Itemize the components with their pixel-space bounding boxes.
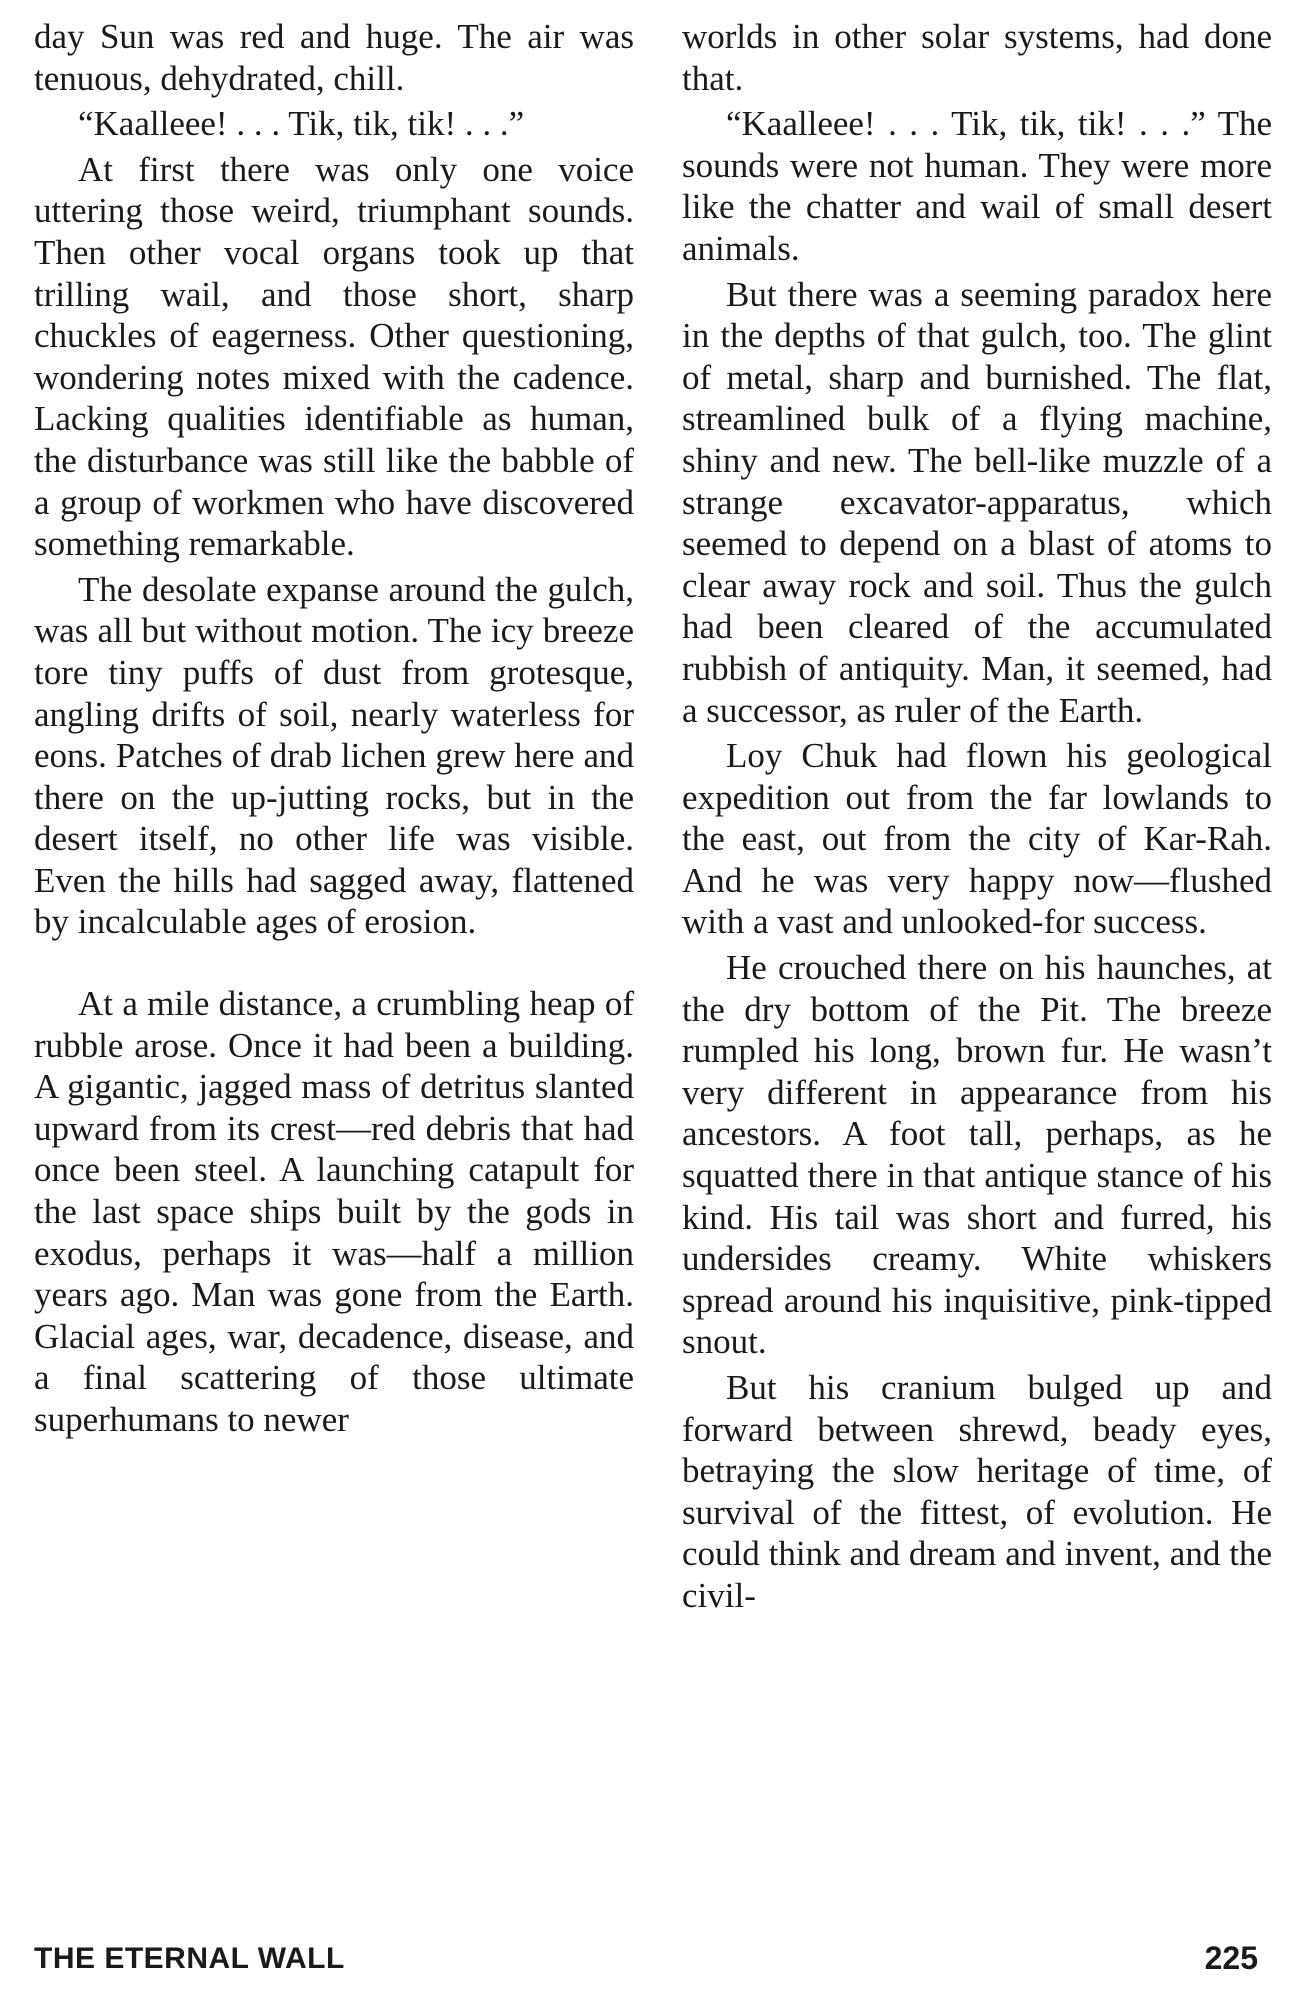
- paragraph: He crouched there on his haunches, at the dry bottom of the Pit. The breeze rumpled his long, brown fur. He wasn’t very different in appearance from his ancestors. A foot tall, perhaps, as he squatted there in that antique stance of his kind. His tail was short and furred, his undersides creamy. White whiskers spread around his inquisitive, pink-tipped snout.: [682, 948, 1272, 1362]
- paragraph: “Kaalleee! . . . Tik, tik, tik! . . .” The sounds were not human. They were more like the chatter and wail of small desert animals.: [682, 104, 1272, 268]
- paragraph: worlds in other solar systems, had done that.: [682, 17, 1272, 98]
- paragraph: “Kaalleee! . . . Tik, tik, tik! . . .”: [78, 104, 525, 144]
- left-column: [34, 16, 634, 1445]
- page-number: 225: [1204, 1940, 1258, 1976]
- paragraph: day Sun was red and huge. The air was tenuous, dehydrated, chill.: [34, 17, 634, 98]
- right-column: [682, 16, 1272, 1621]
- paragraph: But his cranium bulged up and forward between shrewd, beady eyes, betraying the slow heritage of time, of survival of the fittest, of evolution. He could think and dream and invent, and the civil-: [682, 1368, 1272, 1615]
- paragraph: But there was a seeming paradox here in the depths of that gulch, too. The glint of metal, sharp and burnished. The flat, streamlined bulk of a flying machine, shiny and new. The bell-like muzzle of a strange excavator-apparatus, which seemed to depend on a blast of atoms to clear away rock and soil. Thus the gulch had been cleared of the accumulated rubbish of antiquity. Man, it seemed, had a successor, as ruler of the Earth.: [682, 274, 1272, 730]
- paragraph: The desolate expanse around the gulch, was all but without motion. The icy breeze tore tiny puffs of dust from grotesque, angling drifts of soil, nearly waterless for eons. Patches of drab lichen grew here and there on the up-jutting rocks, but in the desert itself, no other life was visible. Even the hills had sagged away, flattened by incalculable ages of erosion.: [34, 569, 634, 942]
- paragraph: At a mile distance, a crumbling heap of rubble arose. Once it had been a building. A gigantic, jagged mass of detritus slanted upward from its crest—red debris that had once been steel. A launching catapult for the last space ships built by the gods in exodus, perhaps it was—half a million years ago. Man was gone from the Earth. Glacial ages, war, decadence, disease, and a final scattering of those ultimate superhumans to newer: [34, 984, 634, 1439]
- paragraph: Loy Chuk had flown his geological expedition out from the far lowlands to the east, out from the city of Kar-Rah. And he was very happy now—flushed with a vast and unlooked-for success.: [682, 736, 1272, 942]
- running-footer-title: THE ETERNAL WALL: [34, 1942, 345, 1975]
- paragraph: At first there was only one voice uttering those weird, triumphant sounds. Then other vocal organs took up that trilling wail, and those short, sharp chuckles of eagerness. Other questioning, wondering notes mixed with the cadence. Lacking qualities identifiable as human, the disturbance was still like the babble of a group of workmen who have discovered something remarkable.: [34, 149, 634, 564]
